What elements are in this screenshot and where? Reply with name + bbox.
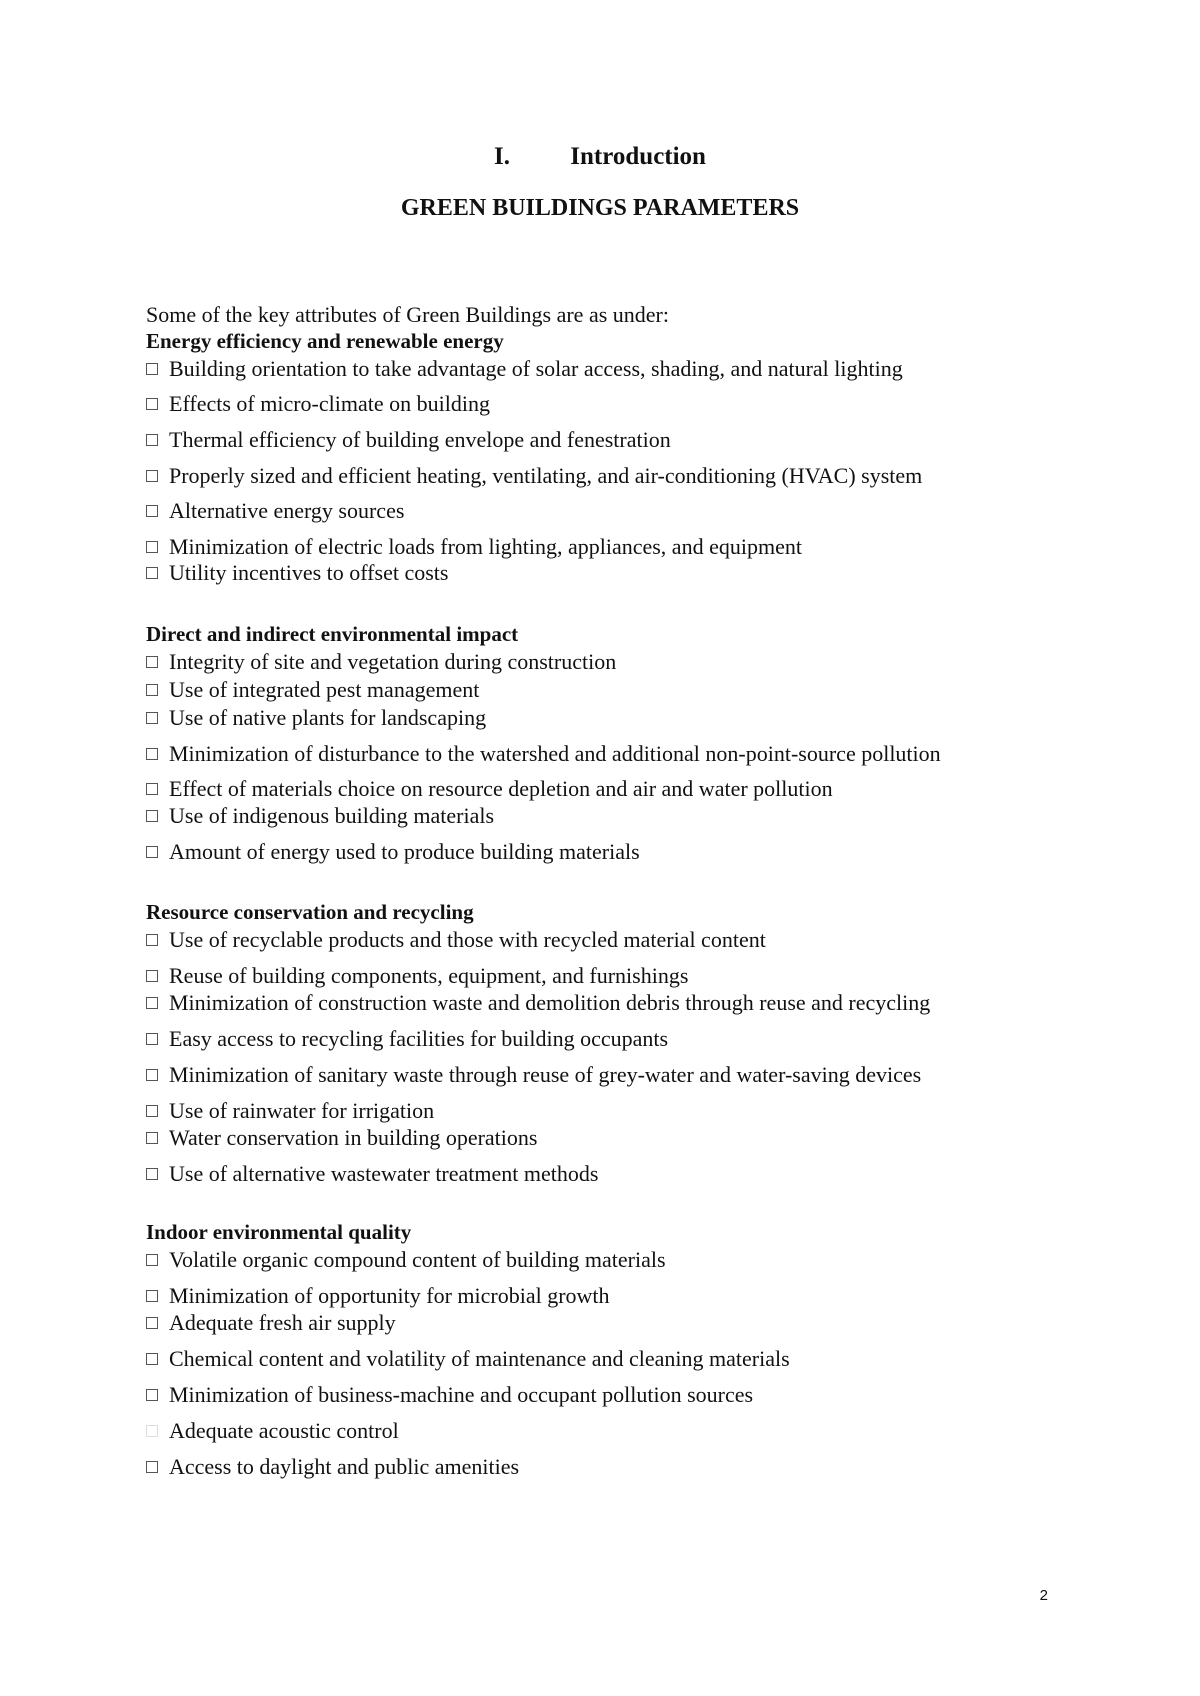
item-text: Minimization of opportunity for microbial growth bbox=[169, 1283, 610, 1308]
list-item bbox=[146, 705, 1046, 731]
checkbox-icon bbox=[146, 434, 158, 446]
list-item bbox=[146, 356, 1046, 382]
item-text: Chemical content and volatility of maintenance and cleaning materials bbox=[169, 1346, 790, 1371]
item-text: Adequate fresh air supply bbox=[169, 1310, 396, 1335]
item-text: Use of native plants for landscaping bbox=[169, 705, 487, 730]
list-item bbox=[146, 1125, 1046, 1151]
list-item bbox=[146, 1418, 1046, 1444]
list-item bbox=[146, 560, 1046, 586]
checkbox-icon bbox=[146, 567, 158, 579]
item-text: Use of alternative wastewater treatment methods bbox=[169, 1161, 599, 1186]
checkbox-icon bbox=[146, 970, 158, 982]
list-item bbox=[146, 963, 1046, 989]
list-item bbox=[146, 1283, 1046, 1309]
list-item bbox=[146, 1454, 1046, 1480]
checkbox-icon bbox=[146, 934, 158, 946]
heading-title: Introduction bbox=[570, 143, 706, 170]
checkbox-icon bbox=[146, 1353, 158, 1365]
page-subtitle: GREEN BUILDINGS PARAMETERS bbox=[400, 195, 800, 221]
checkbox-icon bbox=[146, 783, 158, 795]
list-item bbox=[146, 534, 1046, 560]
item-text: Use of recyclable products and those with recycled material content bbox=[169, 927, 766, 952]
section-environmental-impact bbox=[146, 621, 1046, 865]
section-heading bbox=[0, 143, 1200, 171]
checkbox-icon bbox=[146, 398, 158, 410]
list-item bbox=[146, 1062, 1046, 1088]
item-text: Minimization of sanitary waste through reuse of grey-water and water-saving devices bbox=[169, 1062, 922, 1087]
list-item bbox=[146, 1310, 1046, 1336]
item-text: Alternative energy sources bbox=[169, 498, 405, 523]
list-item bbox=[146, 463, 1046, 489]
checkbox-icon bbox=[146, 1461, 158, 1473]
list-item bbox=[146, 927, 1046, 953]
item-text: Reuse of building components, equipment, and furnishings bbox=[169, 963, 689, 988]
bullet-list bbox=[146, 927, 1046, 1187]
item-text: Use of rainwater for irrigation bbox=[169, 1098, 435, 1123]
list-item bbox=[146, 649, 1046, 675]
section-title: Indoor environmental quality bbox=[146, 1220, 412, 1244]
item-text: Properly sized and efficient heating, ventilating, and air-conditioning (HVAC) system bbox=[169, 463, 923, 488]
checkbox-icon bbox=[146, 470, 158, 482]
checkbox-icon bbox=[146, 846, 158, 858]
checkbox-icon bbox=[146, 1254, 158, 1266]
checkbox-icon bbox=[146, 997, 158, 1009]
list-item bbox=[146, 1346, 1046, 1372]
list-item bbox=[146, 677, 1046, 703]
item-text: Use of indigenous building materials bbox=[169, 803, 495, 828]
checkbox-icon bbox=[146, 1105, 158, 1117]
bullet-list bbox=[146, 356, 1046, 586]
intro-text: Some of the key attributes of Green Buildings are as under: bbox=[146, 302, 669, 327]
checkbox-icon bbox=[146, 505, 158, 517]
item-text: Use of integrated pest management bbox=[169, 677, 480, 702]
checkbox-icon bbox=[146, 810, 158, 822]
item-text: Minimization of business-machine and occupant pollution sources bbox=[169, 1382, 754, 1407]
item-text: Minimization of construction waste and demolition debris through reuse and recycling bbox=[169, 990, 931, 1015]
checkbox-icon bbox=[146, 1317, 158, 1329]
list-item bbox=[146, 391, 1046, 417]
checkbox-icon bbox=[146, 712, 158, 724]
item-text: Amount of energy used to produce building materials bbox=[169, 839, 640, 864]
checkbox-icon bbox=[146, 684, 158, 696]
item-text: Easy access to recycling facilities for building occupants bbox=[169, 1026, 669, 1051]
list-item bbox=[146, 803, 1046, 829]
section-title: Resource conservation and recycling bbox=[146, 900, 474, 924]
checkbox-icon bbox=[146, 1168, 158, 1180]
intro-block bbox=[146, 302, 1046, 328]
bullet-list bbox=[146, 649, 1046, 865]
item-text: Adequate acoustic control bbox=[169, 1418, 399, 1443]
checkbox-icon bbox=[146, 1033, 158, 1045]
list-item bbox=[146, 1382, 1046, 1408]
item-text: Volatile organic compound content of building materials bbox=[169, 1247, 666, 1272]
item-text: Access to daylight and public amenities bbox=[169, 1454, 520, 1479]
section-title: Energy efficiency and renewable energy bbox=[146, 329, 504, 353]
list-item bbox=[146, 741, 1046, 767]
list-item bbox=[146, 1098, 1046, 1124]
list-item bbox=[146, 839, 1046, 865]
list-item bbox=[146, 1161, 1046, 1187]
checkbox-icon bbox=[146, 541, 158, 553]
heading-number: I. bbox=[494, 143, 511, 170]
checkbox-icon bbox=[146, 1290, 158, 1302]
section-indoor-quality bbox=[146, 1219, 1046, 1480]
checkbox-icon bbox=[146, 363, 158, 375]
list-item bbox=[146, 1247, 1046, 1273]
item-text: Building orientation to take advantage of solar access, shading, and natural lighting bbox=[169, 356, 903, 381]
item-text: Effects of micro-climate on building bbox=[169, 391, 490, 416]
section-energy bbox=[146, 328, 1046, 586]
checkbox-icon bbox=[146, 1425, 158, 1437]
item-text: Water conservation in building operations bbox=[169, 1125, 538, 1150]
item-text: Utility incentives to offset costs bbox=[169, 560, 449, 585]
bullet-list bbox=[146, 1247, 1046, 1480]
list-item bbox=[146, 990, 1046, 1016]
item-text: Thermal efficiency of building envelope and fenestration bbox=[169, 427, 671, 452]
checkbox-icon bbox=[146, 1132, 158, 1144]
list-item bbox=[146, 776, 1046, 802]
checkbox-icon bbox=[146, 656, 158, 668]
section-title: Direct and indirect environmental impact bbox=[146, 622, 519, 646]
list-item bbox=[146, 1026, 1046, 1052]
item-text: Effect of materials choice on resource depletion and air and water pollution bbox=[169, 776, 833, 801]
item-text: Minimization of electric loads from lighting, appliances, and equipment bbox=[169, 534, 802, 559]
checkbox-icon bbox=[146, 1389, 158, 1401]
checkbox-icon bbox=[146, 1069, 158, 1081]
page-number: 2 bbox=[1039, 1587, 1048, 1604]
checkbox-icon bbox=[146, 748, 158, 760]
section-resource-conservation bbox=[146, 899, 1046, 1187]
list-item bbox=[146, 427, 1046, 453]
item-text: Integrity of site and vegetation during construction bbox=[169, 649, 617, 674]
list-item bbox=[146, 498, 1046, 524]
item-text: Minimization of disturbance to the watershed and additional non-point-source pollution bbox=[169, 741, 941, 766]
